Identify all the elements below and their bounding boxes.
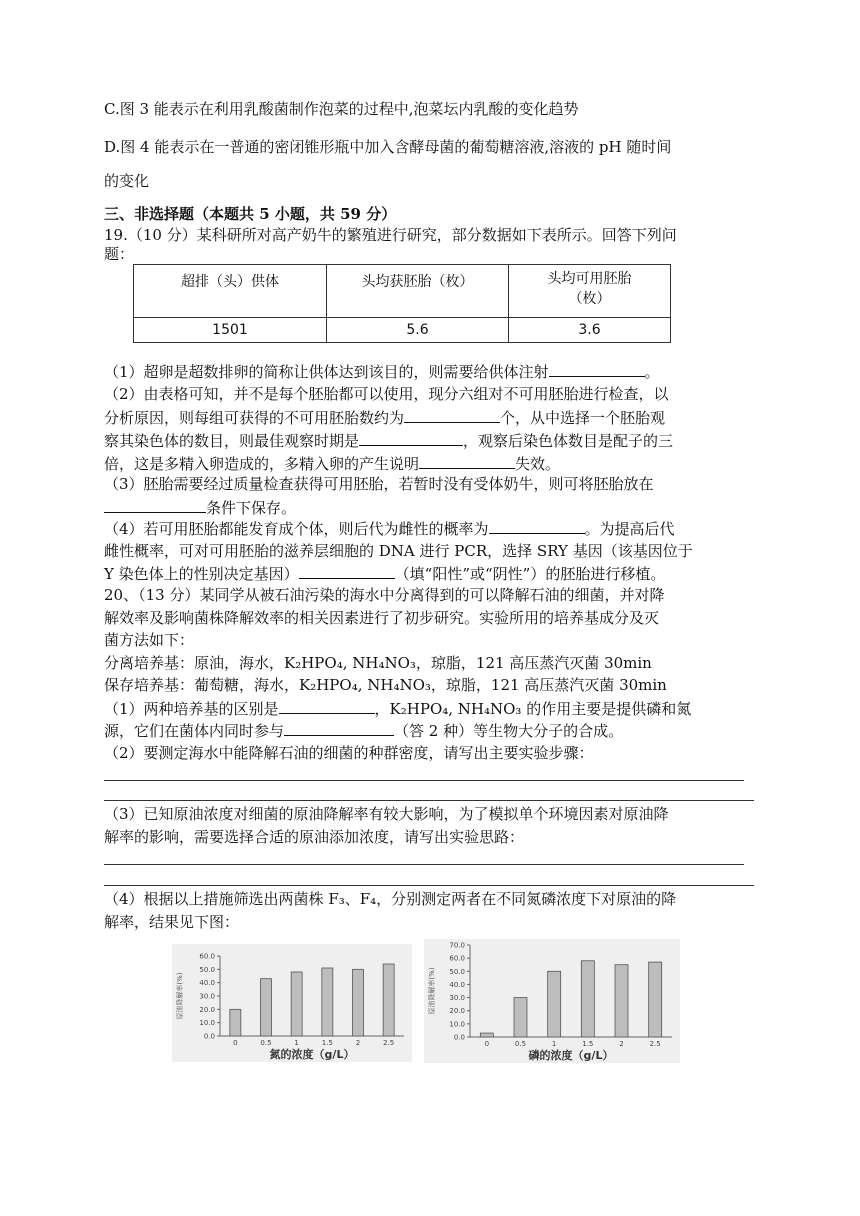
phosphorus-chart (424, 939, 680, 1063)
y-tick-label: 0.0 (203, 1032, 215, 1041)
x-tick-label: 0 (484, 1040, 490, 1048)
x-tick-label: 2 (355, 1039, 361, 1047)
q19-part4 (104, 518, 675, 539)
y-tick-label: 20.0 (449, 1007, 465, 1016)
question-20-stem: 20、（13 分）某同学从被石油污染的海水中分离得到的可以降解石油的细菌，并对降 (104, 586, 665, 604)
answer-blank (359, 430, 463, 446)
table-cell: 1501 (134, 318, 327, 343)
bar (514, 998, 527, 1037)
y-tick-label: 40.0 (199, 979, 215, 988)
answer-blank (284, 720, 394, 736)
q20-part2: （2）要测定海水中能降解石油的细菌的种群密度，请写出主要实验步骤： (104, 744, 594, 762)
answer-blank (419, 453, 515, 469)
q19-part2-line3 (104, 430, 673, 451)
answer-blank (104, 497, 206, 513)
q19-part4-line2: 雌性概率，可对可用胚胎的滋养层细胞的 DNA 进行 PCR，选择 SRY 基因（该基因位于 (104, 542, 693, 560)
q20-part3-line2: 解率的影响，需要选择合适的原油添加浓度，请写出实验思路： (104, 828, 525, 846)
bar (383, 964, 394, 1036)
text: 个，从中选择一个胚胎观 (500, 409, 666, 427)
answer-line (104, 864, 744, 865)
text: 。 (644, 363, 660, 381)
x-tick-label: 2.5 (383, 1039, 395, 1047)
y-tick-label: 30.0 (449, 994, 465, 1003)
x-tick-label: 1 (294, 1039, 299, 1047)
option-d-line2: 的变化 (104, 172, 150, 190)
q20-part4-line2: 解率，结果见下图： (104, 913, 240, 931)
text: （填“阳性”或“阴性”）的胚胎进行移植。 (394, 565, 666, 583)
answer-line (104, 780, 744, 781)
y-tick-label: 50.0 (199, 965, 215, 974)
text: （4）若可用胚胎都能发育成个体，则后代为雌性的概率为 (104, 520, 489, 538)
answer-blank (299, 563, 395, 579)
table-header: 头均获胚胎（枚） (327, 265, 509, 318)
nitrogen-chart (172, 944, 412, 1062)
text: 察其染色体的数目，则最佳观察时期是 (104, 432, 360, 450)
phosphorus-chart-svg (424, 939, 680, 1063)
text: 失效。 (515, 455, 561, 473)
q20-part3: （3）已知原油浓度对细菌的原油降解率有较大影响，为了模拟单个环境因素对原油降 (104, 805, 669, 823)
y-tick-label: 20.0 (199, 1005, 215, 1014)
x-tick-label: 1.5 (582, 1040, 594, 1048)
q20-part1-line2 (104, 720, 623, 741)
bar (291, 972, 302, 1036)
text: 。为提高后代 (584, 520, 675, 538)
table-header-line: （枚） (568, 291, 611, 307)
q19-part4-line3 (104, 563, 665, 584)
text: （答 2 种）等生物大分子的合成。 (394, 722, 624, 740)
question-19-stem: 19.（10 分）某科研所对高产奶牛的繁殖进行研究，部分数据如下表所示。回答下列问 (104, 226, 677, 244)
table-header (509, 265, 671, 318)
text: ，观察后染色体数目是配子的三 (463, 432, 674, 450)
y-axis-label: 原油降解率(%) (176, 972, 184, 1020)
x-tick-label: 2 (619, 1040, 624, 1048)
option-c: C.图 3 能表示在利用乳酸菌制作泡菜的过程中,泡菜坛内乳酸的变化趋势 (104, 100, 579, 118)
x-axis-label: 氮的浓度（g/L） (269, 1048, 355, 1061)
x-tick-label: 2.5 (649, 1040, 661, 1048)
answer-blank (404, 407, 500, 423)
y-tick-label: 60.0 (449, 954, 465, 963)
bar (548, 971, 561, 1037)
bar (649, 962, 662, 1037)
bar (615, 965, 628, 1037)
y-tick-label: 10.0 (199, 1019, 215, 1028)
q19-part2-line2 (104, 407, 665, 428)
y-axis-label: 原油降解率(%) (428, 967, 436, 1015)
text: Y 染色体上的性别决定基因） (104, 565, 299, 583)
question-20-stem-3: 菌方法如下： (104, 631, 195, 649)
bar (261, 979, 272, 1036)
y-tick-label: 40.0 (449, 980, 465, 989)
table-header-line: 头均可用胚胎 (547, 271, 632, 287)
y-tick-label: 10.0 (449, 1020, 465, 1029)
x-tick-label: 1.5 (321, 1039, 333, 1047)
text: 倍，这是多精入卵造成的，多精入卵的产生说明 (104, 455, 420, 473)
table-header: 超排（头）供体 (134, 265, 327, 318)
q19-part3-line2 (104, 497, 296, 518)
x-tick-label: 0 (233, 1039, 238, 1047)
q19-part1 (104, 361, 660, 382)
q20-part4: （4）根据以上措施筛选出两菌株 F₃、F₄，分别测定两者在不同氮磷浓度下对原油的降 (104, 890, 677, 908)
x-tick-label: 1 (551, 1040, 557, 1048)
bar (230, 1009, 241, 1036)
q20-part1 (104, 698, 691, 719)
question-20-stem-2: 解效率及影响菌株降解效率的相关因素进行了初步研究。实验所用的培养基成分及灭 (104, 609, 660, 627)
text: 分析原因，则每组可获得的不可用胚胎数约为 (104, 409, 405, 427)
x-axis-label: 磷的浓度（g/L） (528, 1049, 614, 1062)
q19-part3: （3）胚胎需要经过质量检查获得可用胚胎，若暂时没有受体奶牛，则可将胚胎放在 (104, 475, 654, 493)
option-d-line1: D.图 4 能表示在一普通的密闭锥形瓶中加入含酵母菌的葡萄糖溶液,溶液的 pH 随时间 (104, 138, 672, 156)
medium-separation: 分离培养基：原油，海水，K₂HPO₄, NH₄NO₃，琼脂，121 高压蒸汽灭菌 30min (104, 654, 652, 672)
answer-blank (489, 518, 585, 534)
bar (581, 961, 594, 1037)
table-cell: 3.6 (509, 318, 671, 343)
bar (480, 1033, 493, 1037)
y-tick-label: 70.0 (449, 941, 465, 950)
text: （1）两种培养基的区别是 (104, 700, 279, 718)
bar (322, 968, 333, 1036)
question-19-stem-cont: 题： (104, 245, 135, 263)
answer-line (104, 885, 754, 886)
medium-storage: 保存培养基：葡萄糖，海水，K₂HPO₄, NH₄NO₃，琼脂，121 高压蒸汽灭菌 30min (104, 676, 667, 694)
text: 条件下保存。 (206, 499, 297, 517)
section-heading: 三、非选择题（本题共 5 小题，共 59 分） (104, 205, 397, 223)
y-tick-label: 30.0 (199, 992, 215, 1001)
answer-line (104, 800, 754, 801)
text: （1）超卵是超数排卵的简称让供体达到该目的，则需要给供体注射 (104, 363, 549, 381)
x-tick-label: 0.5 (514, 1040, 527, 1048)
y-tick-label: 60.0 (199, 952, 215, 961)
answer-blank (549, 361, 645, 377)
x-tick-label: 0.5 (260, 1039, 272, 1047)
bar (353, 969, 364, 1036)
nitrogen-chart-svg (172, 944, 412, 1062)
y-tick-label: 50.0 (449, 967, 465, 976)
answer-blank (279, 698, 375, 714)
table-cell: 5.6 (327, 318, 509, 343)
data-table (133, 264, 671, 343)
text: 源，它们在菌体内同时参与 (104, 722, 285, 740)
q19-part2: （2）由表格可知，并不是每个胚胎都可以使用，现分六组对不可用胚胎进行检查，以 (104, 385, 669, 403)
y-tick-label: 0.0 (453, 1033, 465, 1042)
text: ，K₂HPO₄, NH₄NO₃ 的作用主要是提供磷和氮 (374, 700, 692, 718)
q19-part2-line4 (104, 453, 560, 474)
